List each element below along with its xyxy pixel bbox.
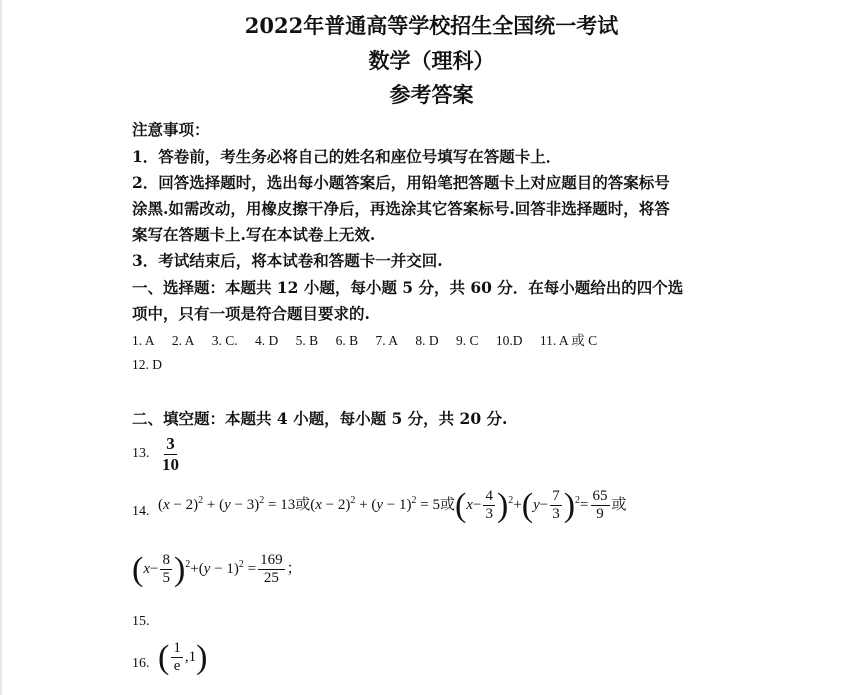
document-type: 参考答案 xyxy=(389,82,474,107)
q13-answer xyxy=(158,434,183,474)
answer-6: 6. B xyxy=(335,333,359,348)
q14-frac-4-3-num: 4 xyxy=(483,488,495,506)
answer-5: 5. B xyxy=(295,333,319,348)
answer-12: 12. D xyxy=(132,357,162,372)
q14-eq2-rhs: = 5 xyxy=(420,497,440,514)
answer-1: 1. A xyxy=(132,333,155,348)
q14-frac-169-25-num: 169 xyxy=(258,552,285,570)
q14-frac-7-3-num: 7 xyxy=(550,488,562,506)
note-item-1: 1．答卷前，考生务必将自己的姓名和座位号填写在答题卡上． xyxy=(132,147,562,166)
answer-11: 11. A 或 C xyxy=(539,333,598,348)
q14-eq1-rhs: = 13 xyxy=(268,497,296,514)
q14-frac-169-25-den: 25 xyxy=(263,570,279,587)
section1-heading-line-2: 项中，只有一项是符合题目要求的. xyxy=(132,304,370,323)
q16-denominator: e xyxy=(173,658,181,675)
q15-label: 15. xyxy=(132,614,150,629)
q14-frac-4-3-den: 3 xyxy=(485,506,493,523)
q14-answer-line-1: $(x - 2)^2 + (y - 3)^2 = 13$或$(x - 2)^2 + (y - 1)^2 = 5$或(x− $\frac{4}{3}$ )$^2$+(y− $\frac{7}{3}$ )$^2$= $\frac{65}{9}$ 或 xyxy=(158,486,627,524)
q14-label: 14. xyxy=(132,504,150,519)
note-item-2-line-3: 案写在答题卡上.写在本试卷上无效. xyxy=(132,225,376,244)
choice-answers xyxy=(132,329,611,349)
notes-heading: 注意事项： xyxy=(132,120,210,139)
q14-or-3: 或 xyxy=(611,497,627,514)
exam-title: 2022年普通高等学校招生全国统一考试 xyxy=(244,13,619,38)
answer-9: 9. C xyxy=(455,333,479,348)
answer-4: 4. D xyxy=(255,333,279,348)
exam-subject: 数学（理科） xyxy=(368,48,495,73)
q16-numerator: 1 xyxy=(171,640,183,658)
answer-10: 10.D xyxy=(495,333,523,348)
q16-tail: ,1 xyxy=(184,649,197,666)
q14-answer-line-2: (x− $\frac{8}{5}$ )$^2+(y - 1)^2$ = $\frac{169}{25}$ ； xyxy=(132,550,302,588)
answer-2: 2. A xyxy=(171,333,195,348)
answer-8: 8. D xyxy=(415,333,439,348)
q13-denominator: 10 xyxy=(162,454,179,474)
q16-label: 16. xyxy=(132,656,150,671)
answer-3: 3. C. xyxy=(211,333,238,348)
section2-heading: 二、填空题：本题共 4 小题，每小题 5 分，共 20 分. xyxy=(132,409,508,428)
q14-or-2: 或 xyxy=(439,497,455,514)
section1-heading-line-1: 一、选择题：本题共 12 小题，每小题 5 分，共 60 分．在每小题给出的四个选 xyxy=(132,278,684,297)
q14-or-1: 或 xyxy=(295,497,311,514)
q16-answer: ( $\frac{1}{e}$ ,1) xyxy=(158,638,208,676)
q14-frac-8-5-den: 5 xyxy=(162,570,170,587)
note-item-2-line-2: 涂黑.如需改动，用橡皮擦干净后，再选涂其它答案标号.回答非选择题时，将答 xyxy=(132,199,670,218)
q14-frac-65-9-den: 9 xyxy=(596,506,604,523)
q14-frac-7-3-den: 3 xyxy=(552,506,560,523)
note-item-2-line-1: 2．回答选择题时，选出每小题答案后，用铅笔把答题卡上对应题目的答案标号 xyxy=(132,173,670,192)
q13-label: 13. xyxy=(132,446,150,461)
q14-frac-65-9-num: 65 xyxy=(591,488,610,506)
q14-frac-8-5-num: 8 xyxy=(160,552,172,570)
note-item-3: 3．考试结束后，将本试卷和答题卡一并交回. xyxy=(132,251,443,270)
q14-end: ； xyxy=(286,561,302,578)
q13-numerator: 3 xyxy=(166,434,175,453)
answer-7: 7. A xyxy=(375,333,398,348)
